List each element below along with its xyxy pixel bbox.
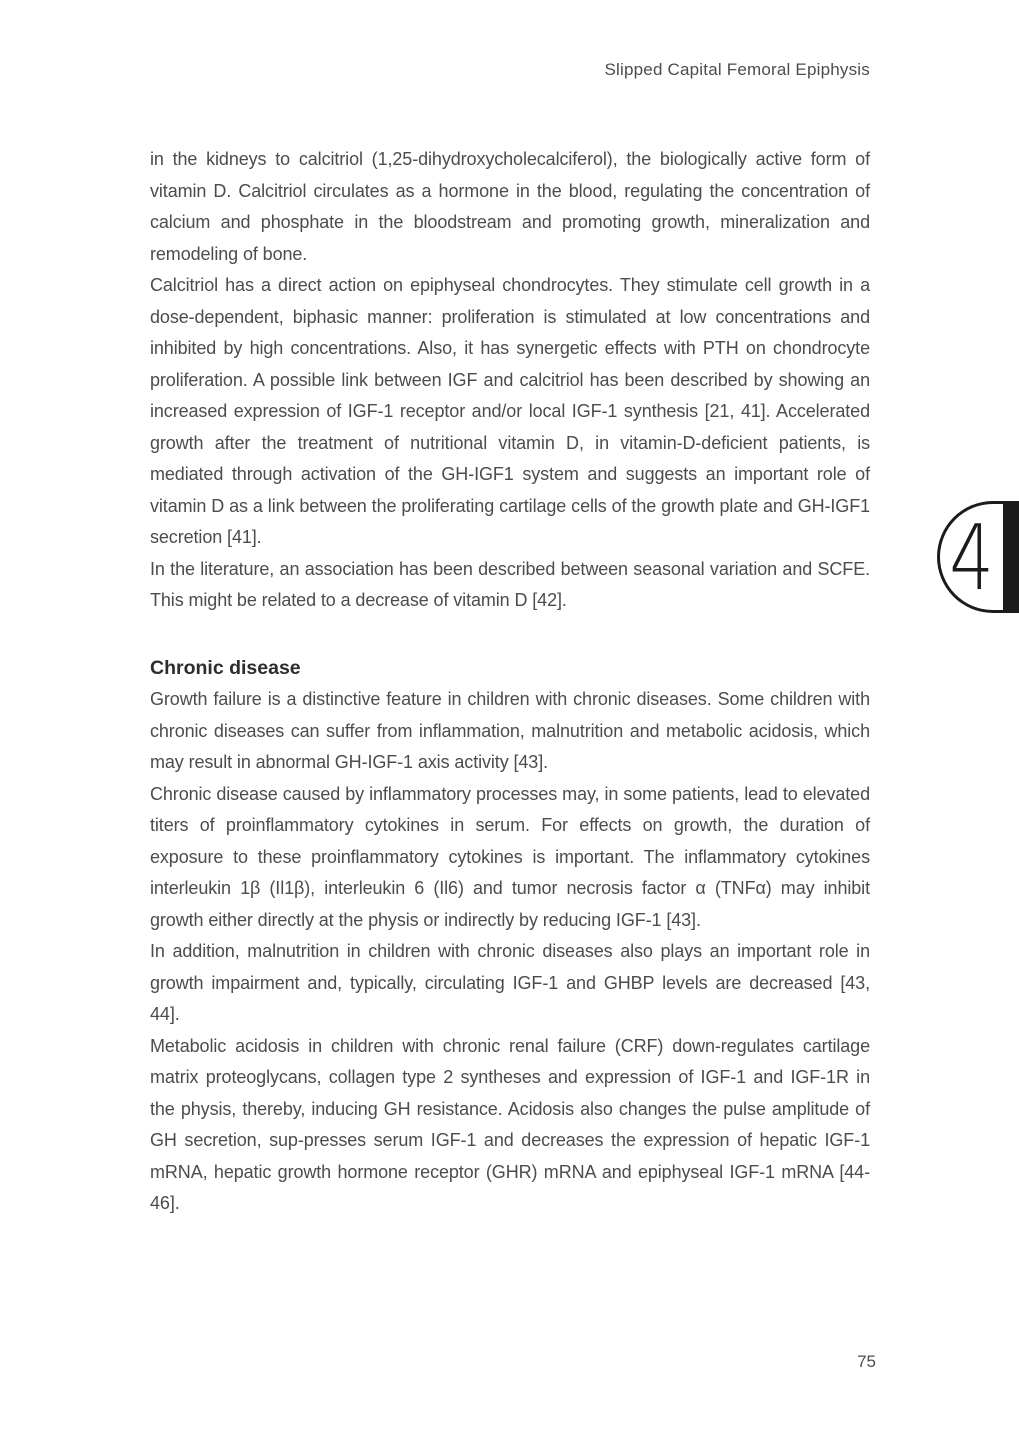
body-paragraph: Metabolic acidosis in children with chronic renal failure (CRF) down-regulates cartilage matrix proteoglycans, collagen type 2 syntheses and expression of IGF-1 and IGF-1R in the physis, thereby, inducing GH resistance. Acidosis also changes the pulse amplitude of GH secretion, sup-presses serum IGF-1 and decreases the expression of hepatic IGF-1 mRNA, hepatic growth hormone receptor (GHR) mRNA and epiphyseal IGF-1 mRNA [44-46]. [150,1035,870,1213]
text-column [150,144,870,1220]
body-paragraph: in the kidneys to calcitriol (1,25-dihydroxycholecalciferol), the biologically active form of vitamin D. Calcitriol circulates as a hormone in the blood, regulating the concentration of calcium and phosphate in the bloodstream and promoting growth, mineralization and remodeling of bone. [150,149,870,264]
page-number: 75 [857,1352,876,1371]
chapter-number: 4 [949,506,994,611]
body-paragraph: In addition, malnutrition in children with chronic diseases also plays an important role in growth impairment and, typically, circulating IGF-1 and GHBP levels are decreased [43, 44]. [150,941,870,1024]
body-paragraph: Growth failure is a distinctive feature in children with chronic diseases. Some children with chronic diseases can suffer from inflammation, malnutrition and metabolic acidosis, which may result in abnormal GH-IGF-1 axis activity [43]. [150,689,870,772]
section-heading: Chronic disease [150,656,301,679]
body-paragraph: Calcitriol has a direct action on epiphyseal chondrocytes. They stimulate cell growth in a dose-dependent, biphasic manner: proliferation is stimulated at low concentrations and inhibited by high concentrations. Also, it has synergetic effects with PTH on chondrocyte proliferation. A possible link between IGF and calcitriol has been described by showing an increased expression of IGF-1 receptor and/or local IGF-1 synthesis [21, 41]. Accelerated growth after the treatment of nutritional vitamin D, in vitamin-D-deficient patients, is mediated through activation of the GH-IGF1 system and suggests an important role of vitamin D as a link between the proliferating cartilage cells of the growth plate and GH-IGF1 secretion [41]. [150,275,870,547]
running-header: Slipped Capital Femoral Epiphysis [604,60,870,79]
body-paragraph: In the literature, an association has been described between seasonal variation and SCFE. This might be related to a decrease of vitamin D [42]. [150,558,870,610]
body-paragraph: Chronic disease caused by inflammatory processes may, in some patients, lead to elevated titers of proinflammatory cytokines in serum. For effects on growth, the duration of exposure to these proinflammatory cytokines is important. The inflammatory cytokines interleukin 1β (Il1β), interleukin 6 (Il6) and tumor necrosis factor α (TNFα) may inhibit growth either directly at the physis or indirectly by reducing IGF-1 [43]. [150,783,870,930]
chapter-tab-bar [1003,501,1019,613]
chapter-number-badge [937,501,1003,613]
